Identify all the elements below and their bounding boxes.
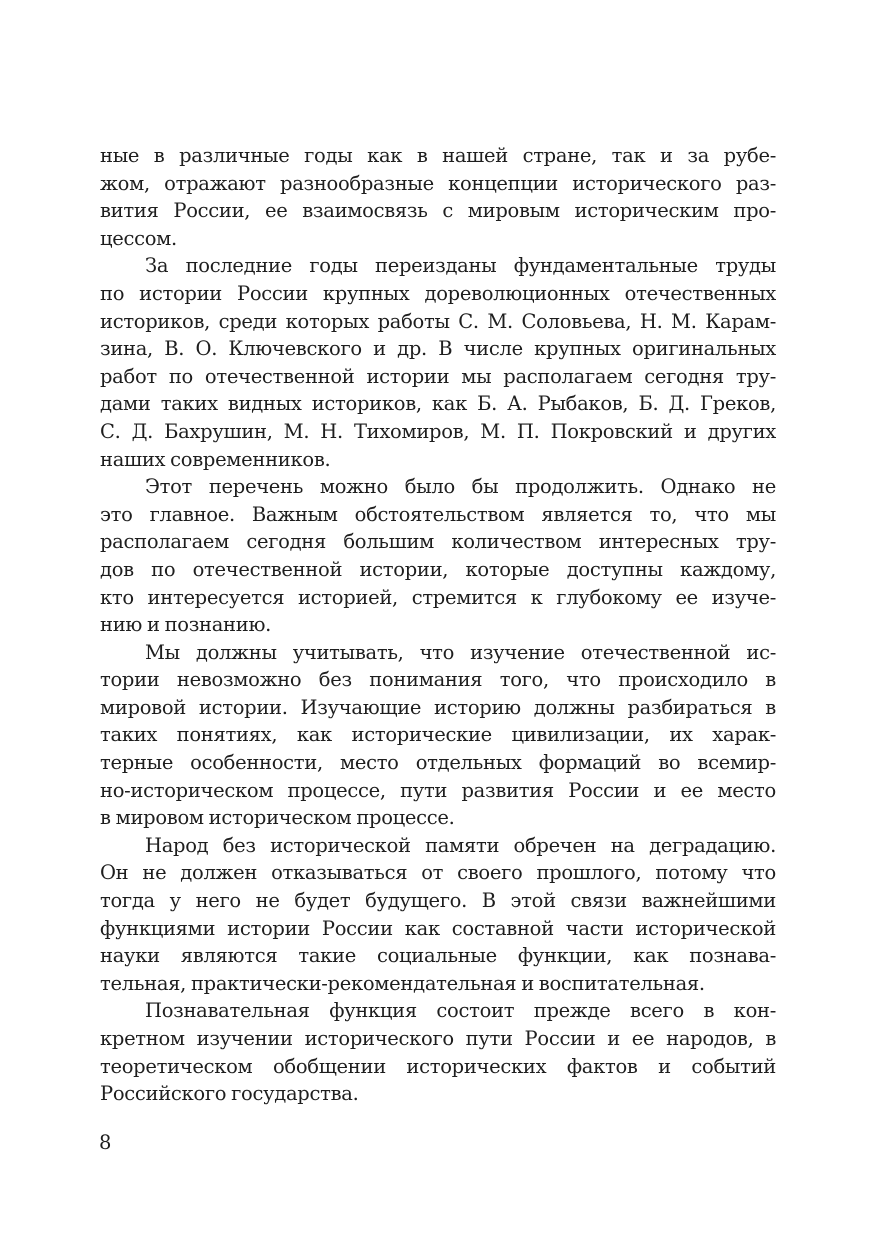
text-line: в мировом историческом процессе. bbox=[100, 806, 455, 830]
text-line: зина, В. О. Ключевского и др. В числе крупных оригинальных bbox=[100, 337, 776, 361]
body-text bbox=[100, 142, 776, 1108]
text-line: таких понятиях, как исторические цивилизации, их харак- bbox=[100, 723, 776, 747]
text-line: терные особенности, место отдельных формаций во всемир- bbox=[100, 751, 776, 775]
text-line: нию и познанию. bbox=[100, 613, 272, 637]
text-line: Познавательная функция состоит прежде всего в кон- bbox=[145, 999, 776, 1023]
text-line: но-историческом процессе, пути развития России и ее место bbox=[100, 778, 776, 802]
text-line: наших современников. bbox=[100, 447, 331, 471]
text-line: ные в различные годы как в нашей стране, так и за рубе- bbox=[100, 144, 776, 167]
text-line: кто интересуется историей, стремится к глубокому ее изуче- bbox=[100, 585, 776, 609]
text-line: по истории России крупных дореволюционных отечественных bbox=[100, 281, 776, 305]
text-line: дами таких видных историков, как Б. А. Рыбаков, Б. Д. Греков, bbox=[100, 392, 776, 416]
text-line: Народ без исторической памяти обречен на деградацию. bbox=[145, 833, 776, 857]
text-line: тории невозможно без понимания того, что происходило в bbox=[100, 668, 776, 692]
text-line: вития России, ее взаимосвязь с мировым историческим про- bbox=[100, 199, 776, 223]
text-line: Российского государства. bbox=[100, 1082, 359, 1106]
text-line: кретном изучении исторического пути России и ее народов, в bbox=[100, 1027, 776, 1050]
text-line: Мы должны учитывать, что изучение отечественной ис- bbox=[145, 640, 776, 664]
text-line: располагаем сегодня большим количеством интересных тру- bbox=[100, 530, 776, 554]
text-line: жом, отражают разнообразные концепции исторического раз- bbox=[100, 171, 776, 195]
text-line: Он не должен отказываться от своего прошлого, потому что bbox=[100, 861, 776, 885]
page-number: 8 bbox=[99, 1131, 112, 1154]
text-line: это главное. Важным обстоятельством является то, что мы bbox=[100, 502, 776, 526]
text-line: функциями истории России как составной части исторической bbox=[100, 916, 776, 940]
text-line: историков, среди которых работы С. М. Соловьева, Н. М. Карам- bbox=[100, 309, 776, 333]
text-line: Этот перечень можно было бы продолжить. Однако не bbox=[145, 475, 776, 499]
text-line: работ по отечественной истории мы располагаем сегодня тру- bbox=[100, 364, 776, 388]
text-line: науки являются такие социальные функции, как познава- bbox=[100, 944, 776, 968]
text-line: дов по отечественной истории, которые доступны каждому, bbox=[100, 557, 776, 581]
text-line: С. Д. Бахрушин, М. Н. Тихомиров, М. П. Покровский и других bbox=[100, 419, 776, 443]
text-line: теоретическом обобщении исторических фактов и событий bbox=[100, 1054, 776, 1078]
text-line: тельная, практически-рекомендательная и воспитательная. bbox=[100, 971, 705, 995]
text-line: За последние годы переизданы фундаментальные труды bbox=[145, 254, 776, 278]
text-line: тогда у него не будет будущего. В этой связи важнейшими bbox=[100, 889, 776, 913]
text-line: цессом. bbox=[100, 226, 177, 250]
text-line: мировой истории. Изучающие историю должны разбираться в bbox=[100, 695, 776, 719]
